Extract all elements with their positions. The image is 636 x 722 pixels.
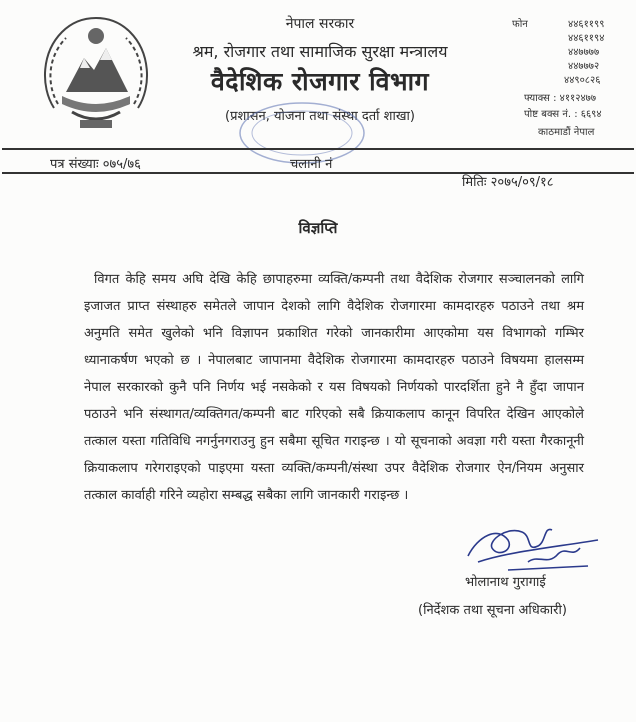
city-name: काठमाडौं नेपाल [538, 127, 595, 138]
letter-date: मितिः २०७५/०९/१८ [462, 175, 554, 190]
notice-paragraph: विगत केहि समय अघि देखि केहि छापाहरुमा व्यक्ति/कम्पनी तथा वैदेशिक रोजगार सञ्चालनको लागि इजाजत प्राप्त संस्थाहरु समेतले जापान देशको लागि वैदेशिक रोजगारमा कामदारहरु पठाउने तथा श्रम अनुमति समेत खुलेको भनि विज्ञापन प्रकाशित गरेको जानकारीमा आएकोमा यस विभागको गम्भिर ध्यानाकर्षण भएको छ । नेपालबाट जापानमा वैदेशिक रोजगारमा कामदारहरु पठाउने विषयमा हालसम्म नेपाल सरकारको कुनै पनि निर्णय भई नसकेको र यस विषयको निर्णयको पारदर्शिता हुने नै हुँदा जापान पठाउने भनि संस्थागत/व्यक्तिगत/कम्पनी बाट गरिएको सबै क्रियाकलाप कानून विपरित देखिन आएकोले तत्काल यस्ता गतिविधि नगर्नुनगराउनु हुन सबैमा सूचित गराइन्छ । यो सूचनाको अवज्ञा गरी यस्ता गैरकानूनी क्रियाकलाप गरेगराइएको पाइएमा यस्ता व्यक्ति/कम्पनी/संस्था उपर वैदेशिक रोजगार ऐन/नियम अनुसार तत्काल कार्वाही गरिने व्यहोरा सम्बद्ध सबैका लागि जानकारी गराइन्छ । [84, 272, 584, 503]
department-name: वैदेशिक रोजगार विभाग [210, 67, 430, 96]
header-divider [2, 148, 634, 150]
signatory-name: भोलानाथ गुरागाई [465, 575, 546, 590]
ministry-name: श्रम, रोजगार तथा सामाजिक सुरक्षा मन्त्रालय [192, 42, 448, 61]
government-name: नेपाल सरकार [285, 16, 355, 32]
dispatch-number: चलानी नं [290, 157, 333, 172]
notice-body [84, 266, 584, 509]
letter-number: पत्र संख्याः ०७५/७६ [50, 157, 141, 172]
phone-4: ४४७७७२ [568, 61, 600, 72]
phone-3: ४४७७७७ [568, 47, 600, 58]
phone-label: फोन [512, 19, 528, 30]
fax-number: फ्याक्स : ४११२४७७ [524, 93, 597, 104]
po-box: पोष्ट बक्स नं. : ६६९४ [524, 109, 602, 120]
phone-2: ४४६११९४ [568, 33, 605, 44]
signatory-title: (निर्देशक तथा सूचना अधिकारी) [418, 603, 567, 618]
notice-title: विज्ञप्ति [298, 219, 338, 237]
phone-1: ४४६११९९ [568, 19, 605, 30]
nepal-emblem-icon [32, 8, 160, 140]
phone-5: ४४९०८२६ [564, 75, 601, 86]
section-name: (प्रशासन, योजना तथा संस्था दर्ता शाखा) [225, 109, 415, 124]
